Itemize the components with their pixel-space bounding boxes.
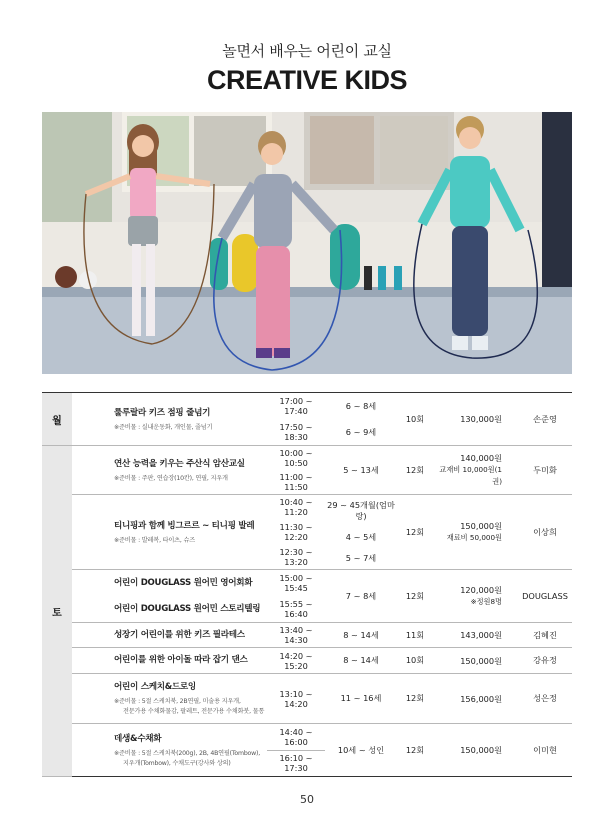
- time-cell: [267, 495, 325, 570]
- program-note: ※준비물 : 5절 스케치북(200g), 2B, 4B연필(Tombow),: [114, 749, 260, 757]
- table-row: [42, 393, 572, 446]
- program-cell: [72, 623, 267, 648]
- fee-cell: [433, 724, 518, 777]
- table-row: [42, 570, 572, 623]
- instructor-name: DOUGLASS: [518, 570, 572, 623]
- instructor-name: 두미화: [518, 446, 572, 495]
- session-count: 10회: [397, 648, 433, 674]
- time-slot: 15:00 ~ 15:45: [279, 573, 313, 593]
- page-title: CREATIVE KIDS: [206, 65, 408, 95]
- fee-amount: 140,000원: [460, 453, 502, 463]
- time-slot: 13:40 ~ 14:30: [267, 623, 325, 648]
- instructor-name: 이미현: [518, 724, 572, 777]
- program-name: 어린이 스케치&드로잉: [114, 682, 196, 692]
- session-count: 10회: [397, 393, 433, 446]
- time-slot: 12:30 ~ 13:20: [279, 546, 313, 567]
- time-slot: 11:30 ~ 12:20: [279, 521, 313, 542]
- time-slot: 14:20 ~ 15:20: [267, 648, 325, 674]
- table-row: [42, 648, 572, 674]
- age-range: 7 ~ 8세: [325, 570, 397, 623]
- program-cell: [72, 393, 267, 446]
- program-cell: [72, 446, 267, 495]
- program-cell: [72, 570, 267, 623]
- program-name: 어린이 DOUGLASS 원어민 영어회화: [114, 577, 253, 588]
- program-name: 어린이 DOUGLASS 원어민 스토리텔링: [114, 603, 261, 614]
- time-slot: 15:55 ~ 16:40: [279, 599, 313, 619]
- age-range: 8 ~ 14세: [325, 648, 397, 674]
- program-cell: [72, 724, 267, 777]
- fee-note: 교재비 10,000원(1권): [439, 465, 502, 486]
- age-range: 5 ~ 7세: [345, 553, 377, 563]
- fee-cell: [433, 446, 518, 495]
- fee-amount: 120,000원: [460, 585, 502, 595]
- time-slot: 14:40 ~ 16:00: [279, 726, 313, 747]
- time-cell: [267, 393, 325, 446]
- age-range: 29 ~ 45개월(엄마랑): [327, 500, 395, 521]
- day-label-saturday: 토: [42, 446, 72, 777]
- fee-note: 재료비 50,000원: [446, 533, 502, 542]
- page-number: 50: [300, 793, 314, 806]
- schedule-table: [42, 392, 572, 777]
- time-slot: 11:00 ~ 11:50: [279, 472, 313, 492]
- fee-amount: 150,000원: [460, 745, 502, 755]
- fee-cell: [433, 495, 518, 570]
- age-range: 10세 ~ 성인: [325, 724, 397, 777]
- instructor-name: 손준영: [518, 393, 572, 446]
- table-row: [42, 623, 572, 648]
- instructor-name: 강유정: [518, 648, 572, 674]
- fee-note: ※정원8명: [470, 597, 502, 606]
- table-row: [42, 674, 572, 724]
- program-cell: [72, 648, 267, 674]
- program-name: 티니핑과 함께 빙그르르 ~ 티니핑 발레: [114, 520, 255, 531]
- instructor-name: 이상희: [518, 495, 572, 570]
- program-note: ※준비물 : 5절 스케치북, 2B연필, 미술용 지우개,: [114, 698, 241, 705]
- time-slot: 16:10 ~ 17:30: [267, 750, 325, 777]
- program-note: ※준비물 : 주판, 연습장(10칸), 연필, 지우개: [114, 474, 228, 482]
- table-row: [42, 724, 572, 777]
- fee-cell: [433, 674, 518, 724]
- program-name: 성장기 어린이를 위한 키즈 필라테스: [114, 629, 245, 640]
- time-cell: [267, 724, 325, 777]
- session-count: 12회: [397, 446, 433, 495]
- session-count: 12회: [397, 674, 433, 724]
- age-range: 11 ~ 16세: [325, 674, 397, 724]
- age-cell: [325, 393, 397, 446]
- time-slot: 10:40 ~ 11:20: [279, 497, 313, 518]
- page-subtitle: 놀면서 배우는 어린이 교실: [222, 42, 392, 60]
- age-range: 4 ~ 5세: [345, 532, 377, 542]
- fee-amount: 150,000원: [460, 655, 502, 666]
- program-note: 전문가용 수채화물감, 팔레트, 전문가용 수채화붓, 물통: [123, 708, 265, 715]
- instructor-name: 김혜진: [518, 623, 572, 648]
- kids-jump-rope-photo: [42, 112, 572, 374]
- program-name: 어린이를 위한 아이돌 따라 잡기 댄스: [114, 655, 248, 665]
- page-header: [0, 40, 614, 96]
- time-slot: 13:10 ~ 14:20: [267, 674, 325, 724]
- fee-amount: 150,000원: [460, 521, 502, 531]
- fee-amount: 156,000원: [460, 693, 502, 704]
- fee-cell: [433, 623, 518, 648]
- fee-amount: 143,000원: [460, 630, 502, 640]
- program-note: 지우개(Tombow), 수채도구(강사와 상의): [123, 759, 231, 767]
- program-name: 연산 능력을 키우는 주산식 암산교실: [114, 458, 245, 469]
- fee-cell: [433, 648, 518, 674]
- session-count: 12회: [397, 495, 433, 570]
- table-row: [42, 495, 572, 570]
- fee-cell: [433, 570, 518, 623]
- program-note: ※준비물 : 실내운동화, 개인물, 줄넘기: [114, 423, 213, 431]
- age-range: 6 ~ 9세: [345, 426, 377, 437]
- table-row: [42, 446, 572, 495]
- session-count: 12회: [397, 724, 433, 777]
- age-range: 6 ~ 8세: [345, 400, 377, 411]
- program-name: 룰루랄라 키즈 점핑 줄넘기: [114, 407, 211, 418]
- time-slot: 17:00 ~ 17:40: [279, 396, 313, 416]
- age-range: 8 ~ 14세: [325, 623, 397, 648]
- program-cell: [72, 495, 267, 570]
- fee-cell: [433, 393, 518, 446]
- time-cell: [267, 446, 325, 495]
- session-count: 11회: [397, 623, 433, 648]
- age-range: 5 ~ 13세: [325, 446, 397, 495]
- program-cell: [72, 674, 267, 724]
- program-name: 데생&수채화: [114, 733, 162, 744]
- time-slot: 10:00 ~ 10:50: [279, 448, 313, 468]
- day-label-monday: 월: [42, 393, 72, 446]
- time-cell: [267, 570, 325, 623]
- time-slot: 17:50 ~ 18:30: [279, 422, 313, 442]
- session-count: 12회: [397, 570, 433, 623]
- program-note: ※준비물 : 발레복, 타이츠, 슈즈: [114, 536, 196, 544]
- age-cell: [325, 495, 397, 570]
- instructor-name: 성은정: [518, 674, 572, 724]
- fee-amount: 130,000원: [460, 414, 502, 424]
